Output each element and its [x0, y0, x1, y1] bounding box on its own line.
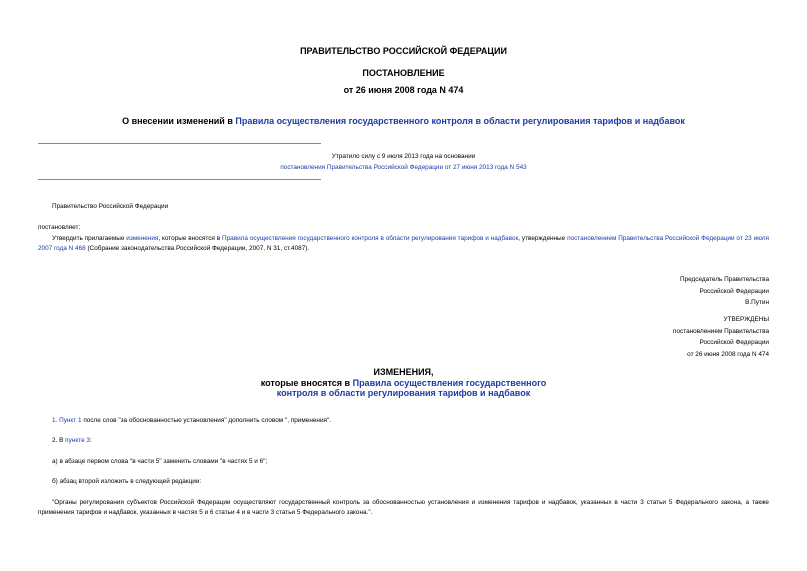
status-line: Утратило силу с 9 июля 2013 года на основании [331, 153, 476, 160]
item-1-text: после слов "за обоснованностью установления" дополнить словом ", применения". [81, 417, 332, 424]
approved-date: от 26 июня 2008 года N 474 [687, 350, 769, 358]
item-1-link[interactable]: Пункт 1 [59, 417, 82, 424]
changes-subtitle-prefix: которые вносятся в [260, 377, 353, 388]
item-1 [52, 417, 331, 424]
changes-rules-link-2[interactable]: контроля в области регулирования тарифов и надбавок [276, 388, 531, 398]
title-prefix: О внесении изменений в [122, 116, 236, 126]
item-2 [52, 437, 92, 444]
approved-label: УТВЕРЖДЕНЫ [723, 316, 769, 323]
approval-paragraph [38, 234, 769, 253]
quoted-paragraph: "Органы регулирования субъектов Российской Федерации осуществляют государственный контроль за обоснованностью установления и изменения тарифов и надбавок, указанных в части 3 статьи 5 Федерального закона, а также применения тарифов и надбавок, указанных в частях 5 и 6 статьи 4 и в части 3 статьи 5 Федерального закона.". [38, 499, 769, 516]
status-divider-bottom [38, 179, 321, 180]
item-2a: а) в абзаце первом слова "в части 5" заменить словами "в частях 5 и 6"; [52, 458, 268, 465]
item-2-link[interactable]: пункте 3 [65, 437, 90, 444]
item-1-number: 1. [52, 417, 60, 424]
item-2-prefix: 2. В [52, 437, 66, 444]
document-date-number: от 26 июня 2008 года N 474 [343, 85, 464, 95]
item-2b: б) абзац второй изложить в следующей редакции: [52, 478, 202, 485]
approved-by: постановлением Правительства [673, 327, 769, 335]
signature-name: В.Путин [745, 299, 769, 306]
resolution-468-link[interactable]: постановлением Правительства Российской Федерации от 23 июля 2007 года N 468 [38, 235, 769, 252]
changes-subtitle-1 [0, 378, 807, 389]
title-rules-link[interactable]: Правила осуществления государственного контроля в области регулирования тарифов и надбавок [235, 116, 685, 126]
approval-text-2: , которые вносятся в [158, 235, 223, 242]
authority-heading: ПРАВИТЕЛЬСТВО РОССИЙСКОЙ ФЕДЕРАЦИИ [300, 46, 507, 56]
government-label: Правительство Российской Федерации [52, 203, 169, 210]
item-2-suffix: : [89, 437, 92, 444]
document-type-heading: ПОСТАНОВЛЕНИЕ [362, 68, 445, 78]
changes-link[interactable]: изменения [126, 235, 159, 242]
rules-link[interactable]: Правила осуществления государственного контроля в области регулирования тарифов и надбавок [222, 235, 519, 242]
approval-text-3: , утвержденные [518, 235, 568, 242]
approval-text-4: (Собрание законодательства Российской Федерации, 2007, N 31, ст.4087). [85, 244, 310, 252]
changes-rules-link-1[interactable]: Правила осуществления государственного [352, 377, 547, 388]
signature-block [680, 274, 769, 309]
changes-subtitle-2 [0, 388, 807, 399]
document-title [0, 116, 807, 126]
status-repeal-link[interactable]: постановления Правительства Российской Федерации от 27 июня 2013 года N 543 [280, 164, 527, 171]
signature-country: Российской Федерации [699, 287, 769, 295]
signature-title: Председатель Правительства [680, 276, 769, 283]
approval-stamp [673, 314, 769, 360]
approved-country: Российской Федерации [699, 339, 769, 346]
changes-title: ИЗМЕНЕНИЯ, [373, 367, 434, 377]
decides-label: постановляет: [38, 224, 81, 231]
changes-heading [0, 367, 807, 399]
approval-text-1: Утвердить прилагаемые [52, 235, 127, 242]
status-divider-top [38, 143, 321, 144]
